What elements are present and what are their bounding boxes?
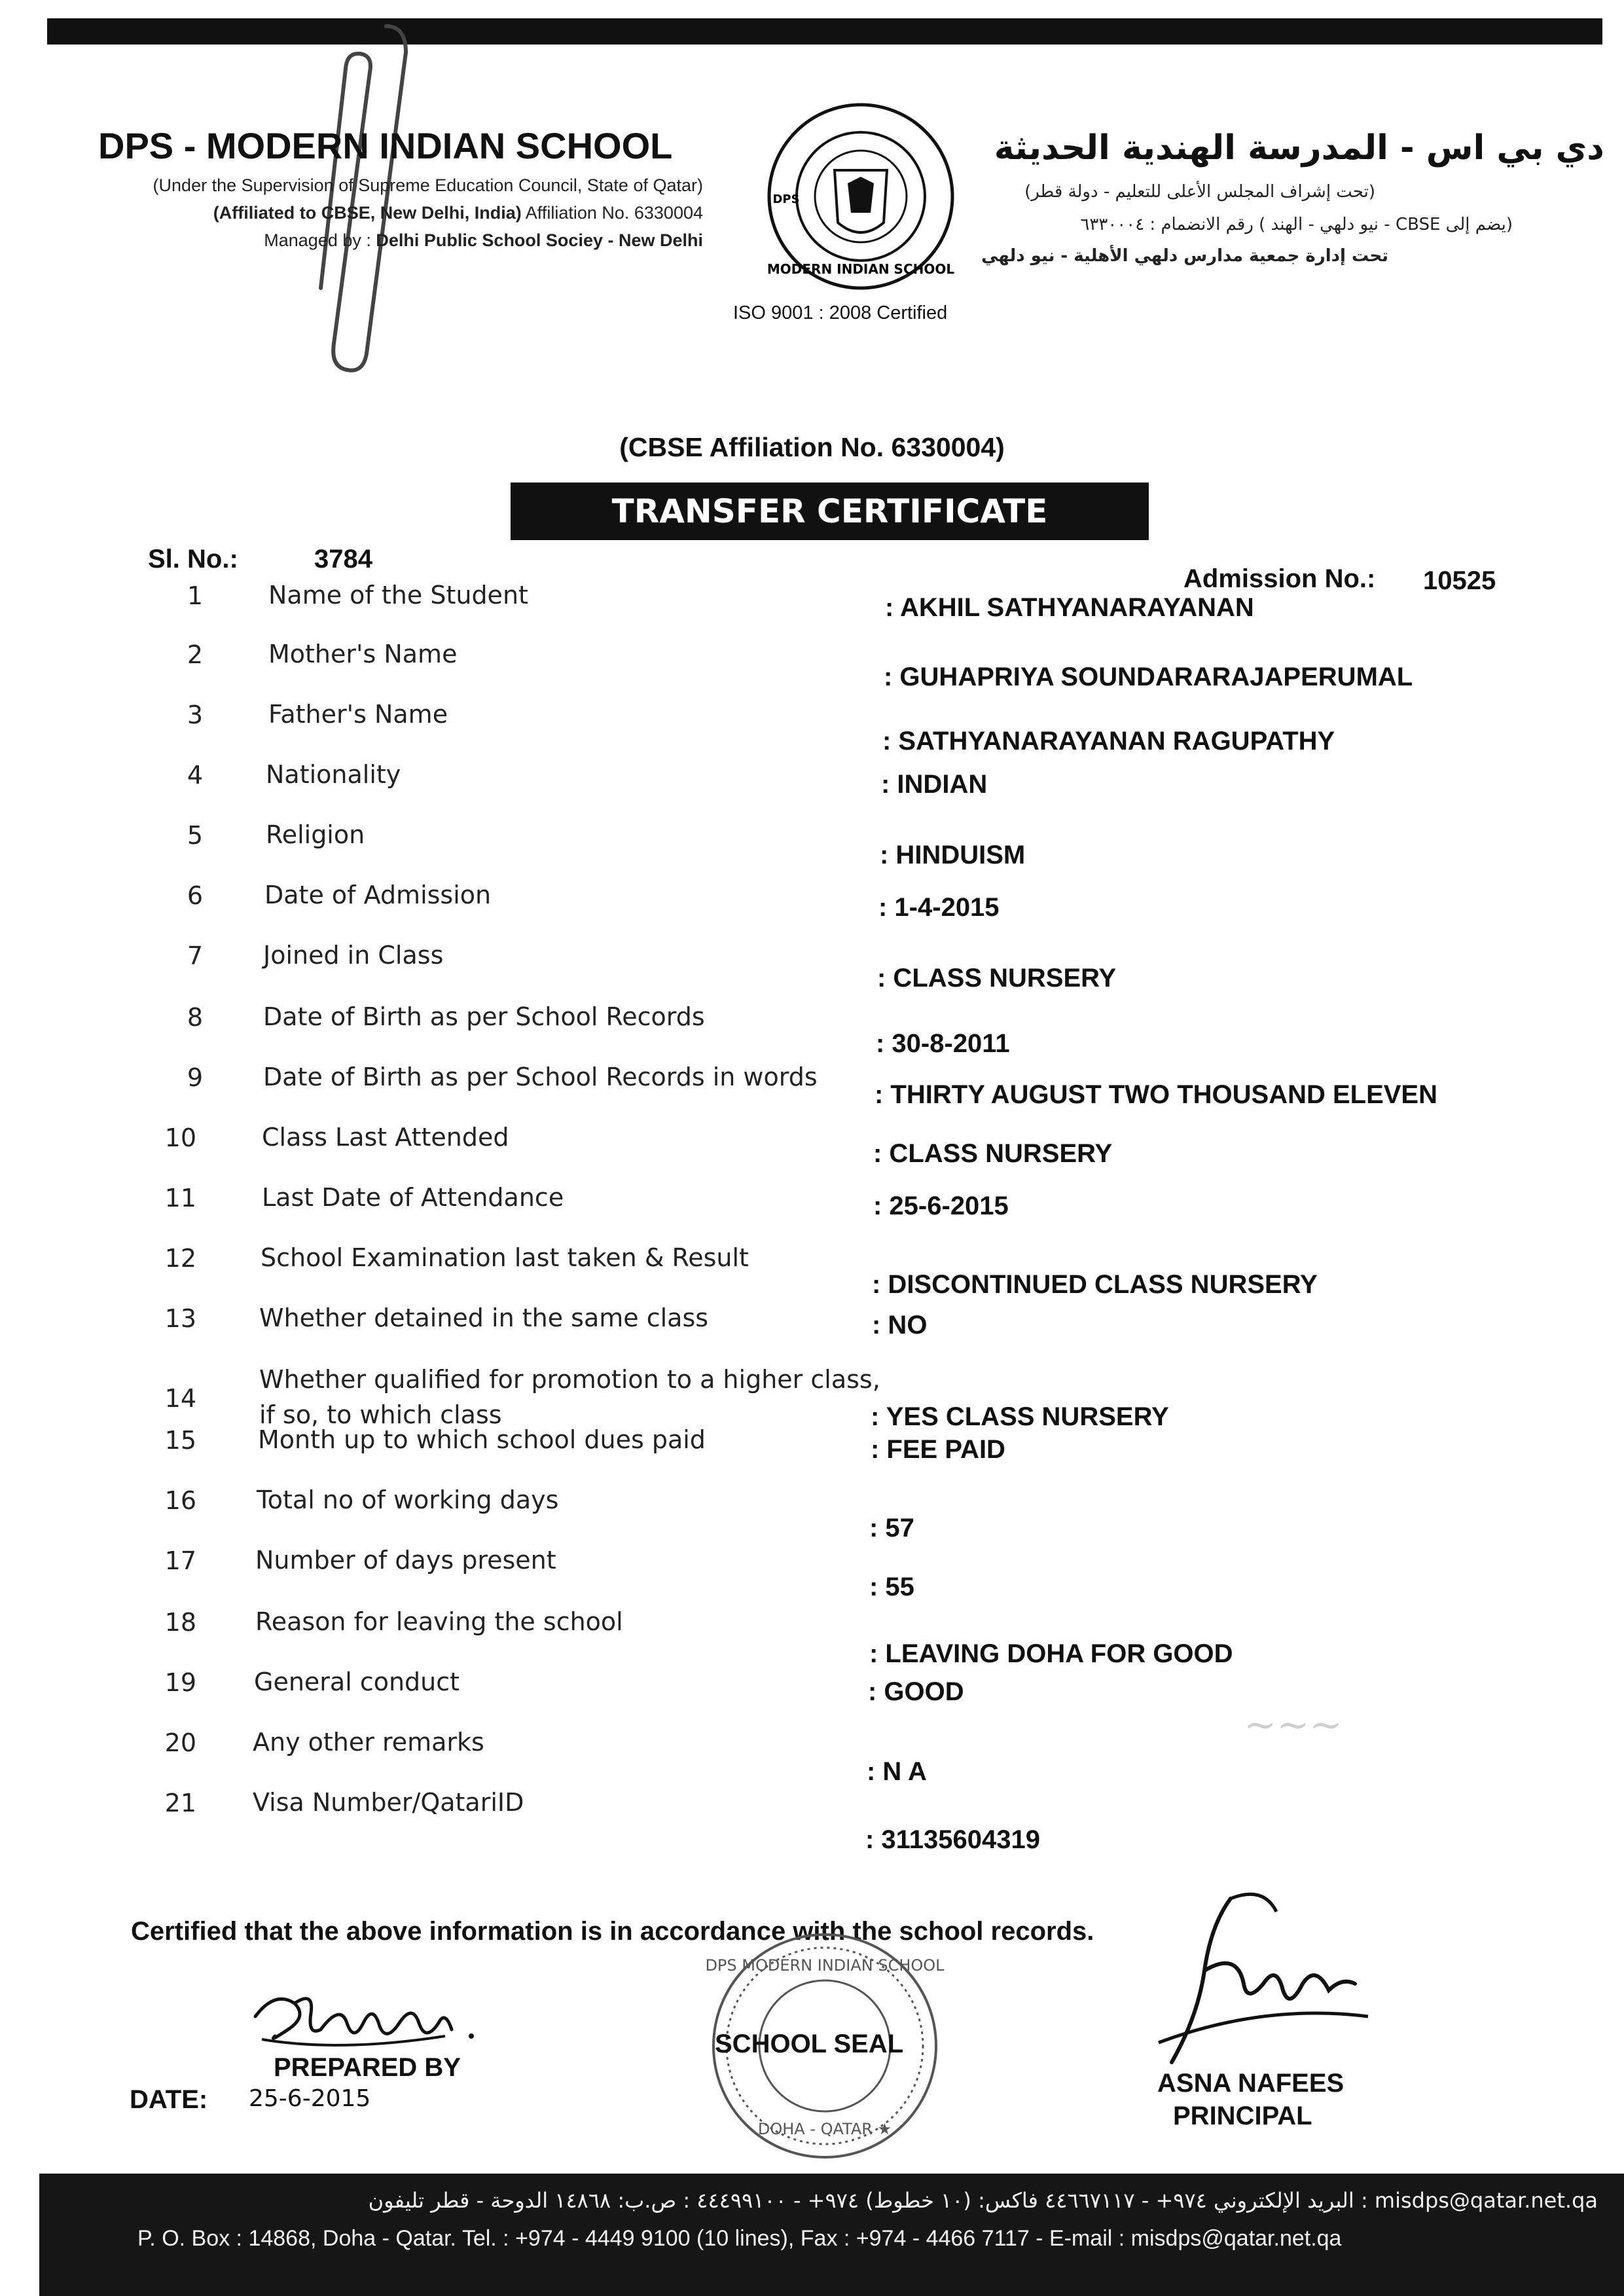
row-value: : LEAVING DOHA FOR GOOD bbox=[869, 1639, 1233, 1668]
row-label bbox=[253, 1724, 484, 1760]
row-label-line: Date of Birth as per School Records bbox=[263, 1002, 705, 1031]
row-label-line: Father's Name bbox=[268, 700, 448, 729]
row-label bbox=[262, 1120, 509, 1155]
row-number: 13 bbox=[164, 1304, 196, 1333]
row-label-line: Last Date of Attendance bbox=[262, 1183, 564, 1212]
row-label bbox=[258, 1422, 706, 1457]
supervision-line: (Under the Supervision of Supreme Education Council, State of Qatar) bbox=[153, 175, 703, 195]
row-value: : INDIAN bbox=[881, 770, 988, 799]
table-row bbox=[0, 1485, 1624, 1542]
row-label-line: Religion bbox=[266, 820, 365, 849]
row-value: : CLASS NURSERY bbox=[877, 964, 1117, 993]
svg-text:MODERN INDIAN SCHOOL: MODERN INDIAN SCHOOL bbox=[767, 261, 955, 277]
arabic-managed-by-line: تحت إدارة جمعية مدارس دلهي الأهلية - نيو دلهي bbox=[981, 246, 1388, 266]
row-label bbox=[262, 1180, 564, 1215]
affiliation-number: Affiliation No. 6330004 bbox=[521, 203, 703, 223]
row-number: 2 bbox=[187, 640, 203, 669]
row-value: : 55 bbox=[869, 1573, 914, 1601]
iso-certified: ISO 9001 : 2008 Certified bbox=[733, 302, 948, 323]
serial-label: Sl. No.: bbox=[148, 545, 238, 574]
table-row bbox=[0, 1304, 1624, 1357]
certification-statement: Certified that the above information is in accordance with the school records. bbox=[131, 1917, 1094, 1946]
row-value: : DISCONTINUED CLASS NURSERY bbox=[872, 1270, 1318, 1299]
row-label-line: Joined in Class bbox=[263, 941, 444, 970]
row-number: 20 bbox=[164, 1728, 196, 1757]
row-number: 21 bbox=[164, 1789, 196, 1817]
row-label bbox=[266, 817, 365, 852]
date-value: 25-6-2015 bbox=[249, 2085, 371, 2112]
row-value: : AKHIL SATHYANARAYANAN bbox=[885, 593, 1254, 622]
table-row bbox=[0, 1063, 1624, 1116]
row-number: 12 bbox=[164, 1244, 196, 1273]
table-row bbox=[0, 1426, 1624, 1478]
row-number: 16 bbox=[164, 1486, 196, 1515]
faint-handwriting: ~~~ bbox=[1244, 1702, 1343, 1748]
affiliation-bold: (Affiliated to CBSE, New Delhi, India) bbox=[213, 203, 522, 223]
table-row bbox=[0, 761, 1624, 813]
footer-arabic-contact: misdps@qatar.net.qa : البريد الإلكتروني ٩٧٤+ - ٤٤٦٦٧١١٧ فاكس: (١٠ خطوط) ٩٧٤+ - ٤٤٤٩٩١٠٠ : ص.ب: ١٤٨٦٨ الدوحة - قطر تليفون bbox=[368, 2188, 1598, 2213]
school-logo bbox=[763, 98, 959, 295]
row-number: 5 bbox=[187, 821, 203, 850]
table-row bbox=[0, 640, 1624, 693]
row-label-line: Date of Birth as per School Records in words bbox=[263, 1063, 818, 1091]
row-number: 6 bbox=[187, 881, 203, 910]
serial-number: 3784 bbox=[314, 545, 372, 574]
row-label-line: if so, to which class bbox=[259, 1400, 502, 1429]
row-label bbox=[268, 697, 448, 732]
row-label-line: Mother's Name bbox=[268, 640, 458, 668]
arabic-affiliation-line: (يضم إلى CBSE - نيو دلهي - الهند ) رقم الانضمام : ٦٣٣٠٠٠٤ bbox=[1080, 215, 1513, 234]
row-number: 15 bbox=[164, 1426, 196, 1455]
svg-text:DPS: DPS bbox=[772, 192, 800, 206]
row-value: : THIRTY AUGUST TWO THOUSAND ELEVEN bbox=[875, 1080, 1437, 1109]
table-row bbox=[0, 1728, 1624, 1786]
row-label-line: Visa Number/QatariID bbox=[253, 1788, 524, 1817]
prepared-by-label: PREPARED BY bbox=[274, 2053, 461, 2082]
table-row bbox=[0, 1243, 1624, 1299]
footer-english-contact: P. O. Box : 14868, Doha - Qatar. Tel. : +974 - 4449 9100 (10 lines), Fax : +974 - 4466 7117 - E-mail : misdps@qatar.net.qa bbox=[137, 2226, 1342, 2251]
row-label-line: Whether detained in the same class bbox=[259, 1303, 709, 1332]
row-label-line: Total no of working days bbox=[257, 1485, 559, 1514]
row-number: 11 bbox=[164, 1184, 196, 1212]
row-label bbox=[255, 1604, 623, 1639]
table-row bbox=[0, 1123, 1624, 1176]
table-row bbox=[0, 941, 1624, 994]
table-row bbox=[0, 1607, 1624, 1668]
row-label bbox=[261, 1240, 749, 1275]
row-number: 19 bbox=[164, 1668, 196, 1697]
row-label bbox=[263, 1059, 818, 1095]
row-label-line: General conduct bbox=[254, 1667, 460, 1696]
arabic-school-name: دي بي اس - المدرسة الهندية الحديثة bbox=[994, 128, 1604, 168]
admission-number: 10525 bbox=[1423, 566, 1496, 595]
school-seal-label: SCHOOL SEAL bbox=[715, 2030, 904, 2058]
row-number: 10 bbox=[164, 1123, 196, 1152]
top-border-bar bbox=[47, 18, 1602, 45]
arabic-supervision-line: (تحت إشراف المجلس الأعلى للتعليم - دولة قطر) bbox=[1024, 182, 1375, 202]
row-label bbox=[263, 999, 705, 1034]
row-value: : SATHYANARAYANAN RAGUPATHY bbox=[882, 727, 1335, 756]
row-label-line: Reason for leaving the school bbox=[255, 1607, 623, 1636]
table-row bbox=[0, 821, 1624, 873]
admission-label: Admission No.: bbox=[1183, 564, 1376, 593]
row-number: 18 bbox=[164, 1608, 196, 1637]
row-number: 14 bbox=[164, 1384, 196, 1413]
affiliation-line bbox=[213, 203, 703, 223]
row-label bbox=[263, 938, 443, 973]
row-value: : 1-4-2015 bbox=[878, 893, 1000, 922]
managed-by-society: Delhi Public School Sociey - New Delhi bbox=[376, 230, 703, 250]
row-value: : 57 bbox=[869, 1514, 914, 1542]
row-label bbox=[253, 1785, 524, 1820]
row-label-line: Whether qualified for promotion to a higher class, bbox=[259, 1365, 880, 1394]
row-label-line: Class Last Attended bbox=[262, 1123, 509, 1152]
row-number: 1 bbox=[187, 581, 203, 610]
school-name: DPS - MODERN INDIAN SCHOOL bbox=[98, 125, 673, 166]
managed-by-line bbox=[264, 230, 703, 251]
managed-by-prefix: Managed by : bbox=[264, 230, 376, 250]
row-label-line: School Examination last taken & Result bbox=[261, 1243, 749, 1272]
svg-text:DPS MODERN INDIAN SCHOOL: DPS MODERN INDIAN SCHOOL bbox=[705, 1956, 945, 1975]
table-row bbox=[0, 1788, 1624, 1854]
table-row bbox=[0, 700, 1624, 756]
row-value: : FEE PAID bbox=[871, 1435, 1005, 1464]
certificate-title: TRANSFER CERTIFICATE bbox=[511, 483, 1149, 540]
row-label-line: Nationality bbox=[266, 760, 401, 789]
date-label: DATE: bbox=[130, 2085, 208, 2114]
row-label-line: Month up to which school dues paid bbox=[258, 1425, 706, 1454]
table-row bbox=[0, 581, 1624, 634]
row-value: : 25-6-2015 bbox=[873, 1192, 1009, 1220]
row-value: : YES CLASS NURSERY bbox=[871, 1402, 1169, 1431]
principal-name: ASNA NAFEES bbox=[1157, 2069, 1344, 2098]
row-value: : N A bbox=[867, 1757, 927, 1786]
row-label-line: Name of the Student bbox=[268, 581, 528, 610]
row-value: : CLASS NURSERY bbox=[873, 1139, 1113, 1168]
table-row bbox=[0, 1002, 1624, 1058]
svg-text:DOHA - QATAR ★: DOHA - QATAR ★ bbox=[757, 2120, 892, 2138]
row-value: : 31135604319 bbox=[865, 1825, 1040, 1854]
row-label bbox=[255, 1542, 556, 1578]
row-label-line: Date of Admission bbox=[264, 881, 492, 909]
row-number: 3 bbox=[187, 701, 203, 729]
row-value: : NO bbox=[872, 1311, 928, 1339]
prepared-by-signature bbox=[249, 1977, 497, 2062]
row-value: : GUHAPRIYA SOUNDARARAJAPERUMAL bbox=[884, 663, 1413, 691]
row-number: 17 bbox=[164, 1546, 196, 1575]
principal-title: PRINCIPAL bbox=[1173, 2102, 1312, 2130]
row-label bbox=[257, 1482, 558, 1518]
row-number: 8 bbox=[187, 1003, 203, 1032]
paperclip-icon bbox=[308, 13, 412, 380]
row-number: 7 bbox=[187, 941, 203, 970]
table-row bbox=[0, 881, 1624, 934]
table-row bbox=[0, 1365, 1624, 1431]
principal-signature bbox=[1132, 1886, 1381, 2082]
row-label bbox=[266, 757, 401, 792]
row-number: 4 bbox=[187, 761, 203, 790]
row-label bbox=[268, 577, 528, 613]
table-row bbox=[0, 1184, 1624, 1236]
row-label bbox=[254, 1664, 460, 1700]
cbse-affiliation: (CBSE Affiliation No. 6330004) bbox=[619, 432, 1005, 462]
table-row bbox=[0, 1546, 1624, 1599]
row-value: : HINDUISM bbox=[880, 841, 1026, 869]
table-row bbox=[0, 1668, 1624, 1721]
row-label bbox=[264, 877, 491, 913]
row-label-line: Number of days present bbox=[255, 1546, 556, 1575]
row-number: 9 bbox=[187, 1063, 203, 1092]
row-label-line: Any other remarks bbox=[253, 1728, 484, 1757]
contact-footer bbox=[39, 2174, 1624, 2296]
row-value: : 30-8-2011 bbox=[876, 1029, 1010, 1058]
row-label bbox=[259, 1300, 708, 1336]
row-value: : GOOD bbox=[868, 1677, 964, 1706]
row-label bbox=[268, 636, 457, 672]
